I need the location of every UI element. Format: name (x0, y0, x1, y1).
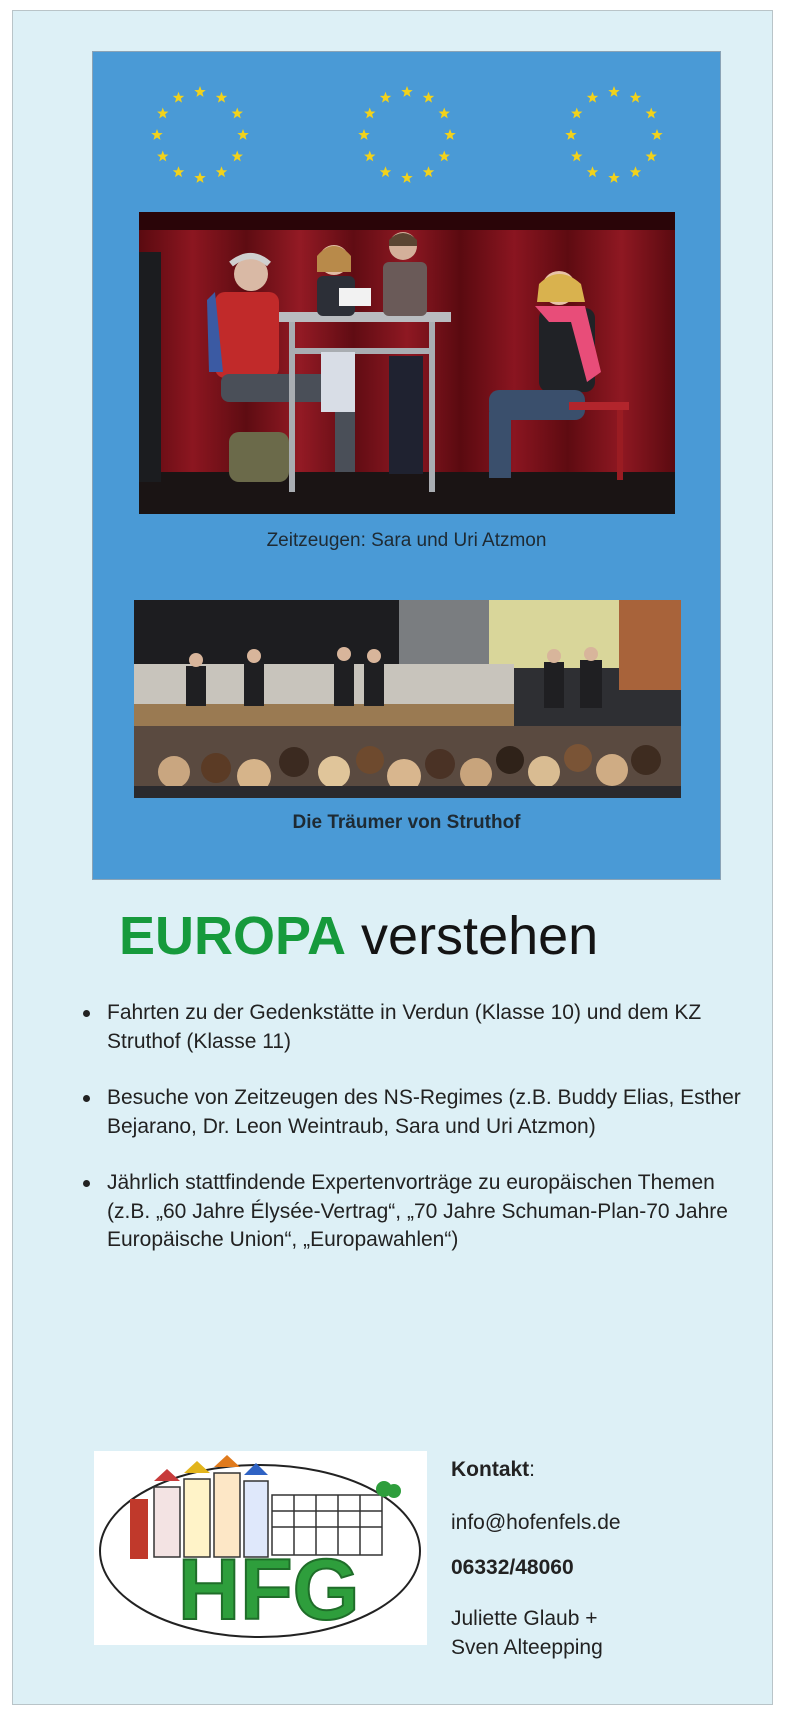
star-icon (439, 108, 450, 119)
title-europa: EUROPA (119, 906, 347, 966)
eu-stars-icon (147, 82, 253, 188)
star-icon (439, 151, 450, 162)
star-icon (232, 151, 243, 162)
page-title (119, 906, 599, 966)
bullet-icon (83, 1095, 90, 1102)
star-icon (571, 108, 582, 119)
school-logo-icon (94, 1451, 427, 1645)
contact-phone: 06332/48060 (451, 1556, 574, 1579)
list-item: Besuche von Zeitzeugen des NS-Regimes (z.B. Buddy Elias, Esther Bejarano, Dr. Leon Weintraub, Sara und Uri Atzmon) (79, 1084, 759, 1141)
star-icon (646, 151, 657, 162)
star-icon (216, 166, 227, 177)
star-icon (173, 92, 184, 103)
star-icon (364, 151, 375, 162)
contact-label-suffix: : (529, 1458, 536, 1481)
title-verstehen: verstehen (361, 906, 599, 966)
photo-caption: Die Träumer von Struthof (292, 812, 521, 833)
logo-text: HFG (178, 1542, 360, 1638)
star-icon (444, 129, 455, 140)
star-icon (651, 129, 662, 140)
eu-stars-icon (354, 82, 460, 188)
contact-label: Kontakt (451, 1458, 530, 1481)
star-icon (401, 86, 412, 97)
star-icon (587, 92, 598, 103)
star-icon (380, 166, 391, 177)
star-icon (423, 92, 434, 103)
list-item: Jährlich stattfindende Expertenvorträge zu europäischen Themen (z.B. „60 Jahre Élysée-Vertrag“, „70 Jahre Schuman-Plan-70 Jahre Europäische Union“, „Europawahlen“) (79, 1169, 759, 1255)
star-icon (571, 151, 582, 162)
star-icon (630, 166, 641, 177)
contact-email[interactable]: info@hofenfels.de (451, 1511, 621, 1534)
star-icon (364, 108, 375, 119)
star-icon (237, 129, 248, 140)
star-icon (194, 172, 205, 183)
star-icon (630, 92, 641, 103)
star-icon (194, 86, 205, 97)
photo-zeitzeugen (139, 212, 675, 514)
star-icon (358, 129, 369, 140)
flyer-page (12, 10, 773, 1705)
star-icon (608, 86, 619, 97)
contact-person: Juliette Glaub + (451, 1607, 598, 1630)
star-icon (423, 166, 434, 177)
star-icon (173, 166, 184, 177)
bullet-icon (83, 1180, 90, 1187)
photo-struthof (134, 600, 681, 798)
list-item: Fahrten zu der Gedenkstätte in Verdun (Klasse 10) und dem KZ Struthof (Klasse 11) (79, 999, 759, 1056)
program-list (79, 999, 759, 1283)
star-icon (587, 166, 598, 177)
contact-person: Sven Alteepping (451, 1636, 603, 1659)
star-icon (565, 129, 576, 140)
bullet-icon (83, 1010, 90, 1017)
eu-stars-icon (561, 82, 667, 188)
photo-caption: Zeitzeugen: Sara und Uri Atzmon (266, 530, 547, 551)
photo-panel (92, 51, 721, 880)
star-icon (157, 108, 168, 119)
star-icon (608, 172, 619, 183)
star-icon (380, 92, 391, 103)
star-icon (216, 92, 227, 103)
star-icon (157, 151, 168, 162)
star-icon (151, 129, 162, 140)
star-icon (232, 108, 243, 119)
star-icon (646, 108, 657, 119)
star-icon (401, 172, 412, 183)
